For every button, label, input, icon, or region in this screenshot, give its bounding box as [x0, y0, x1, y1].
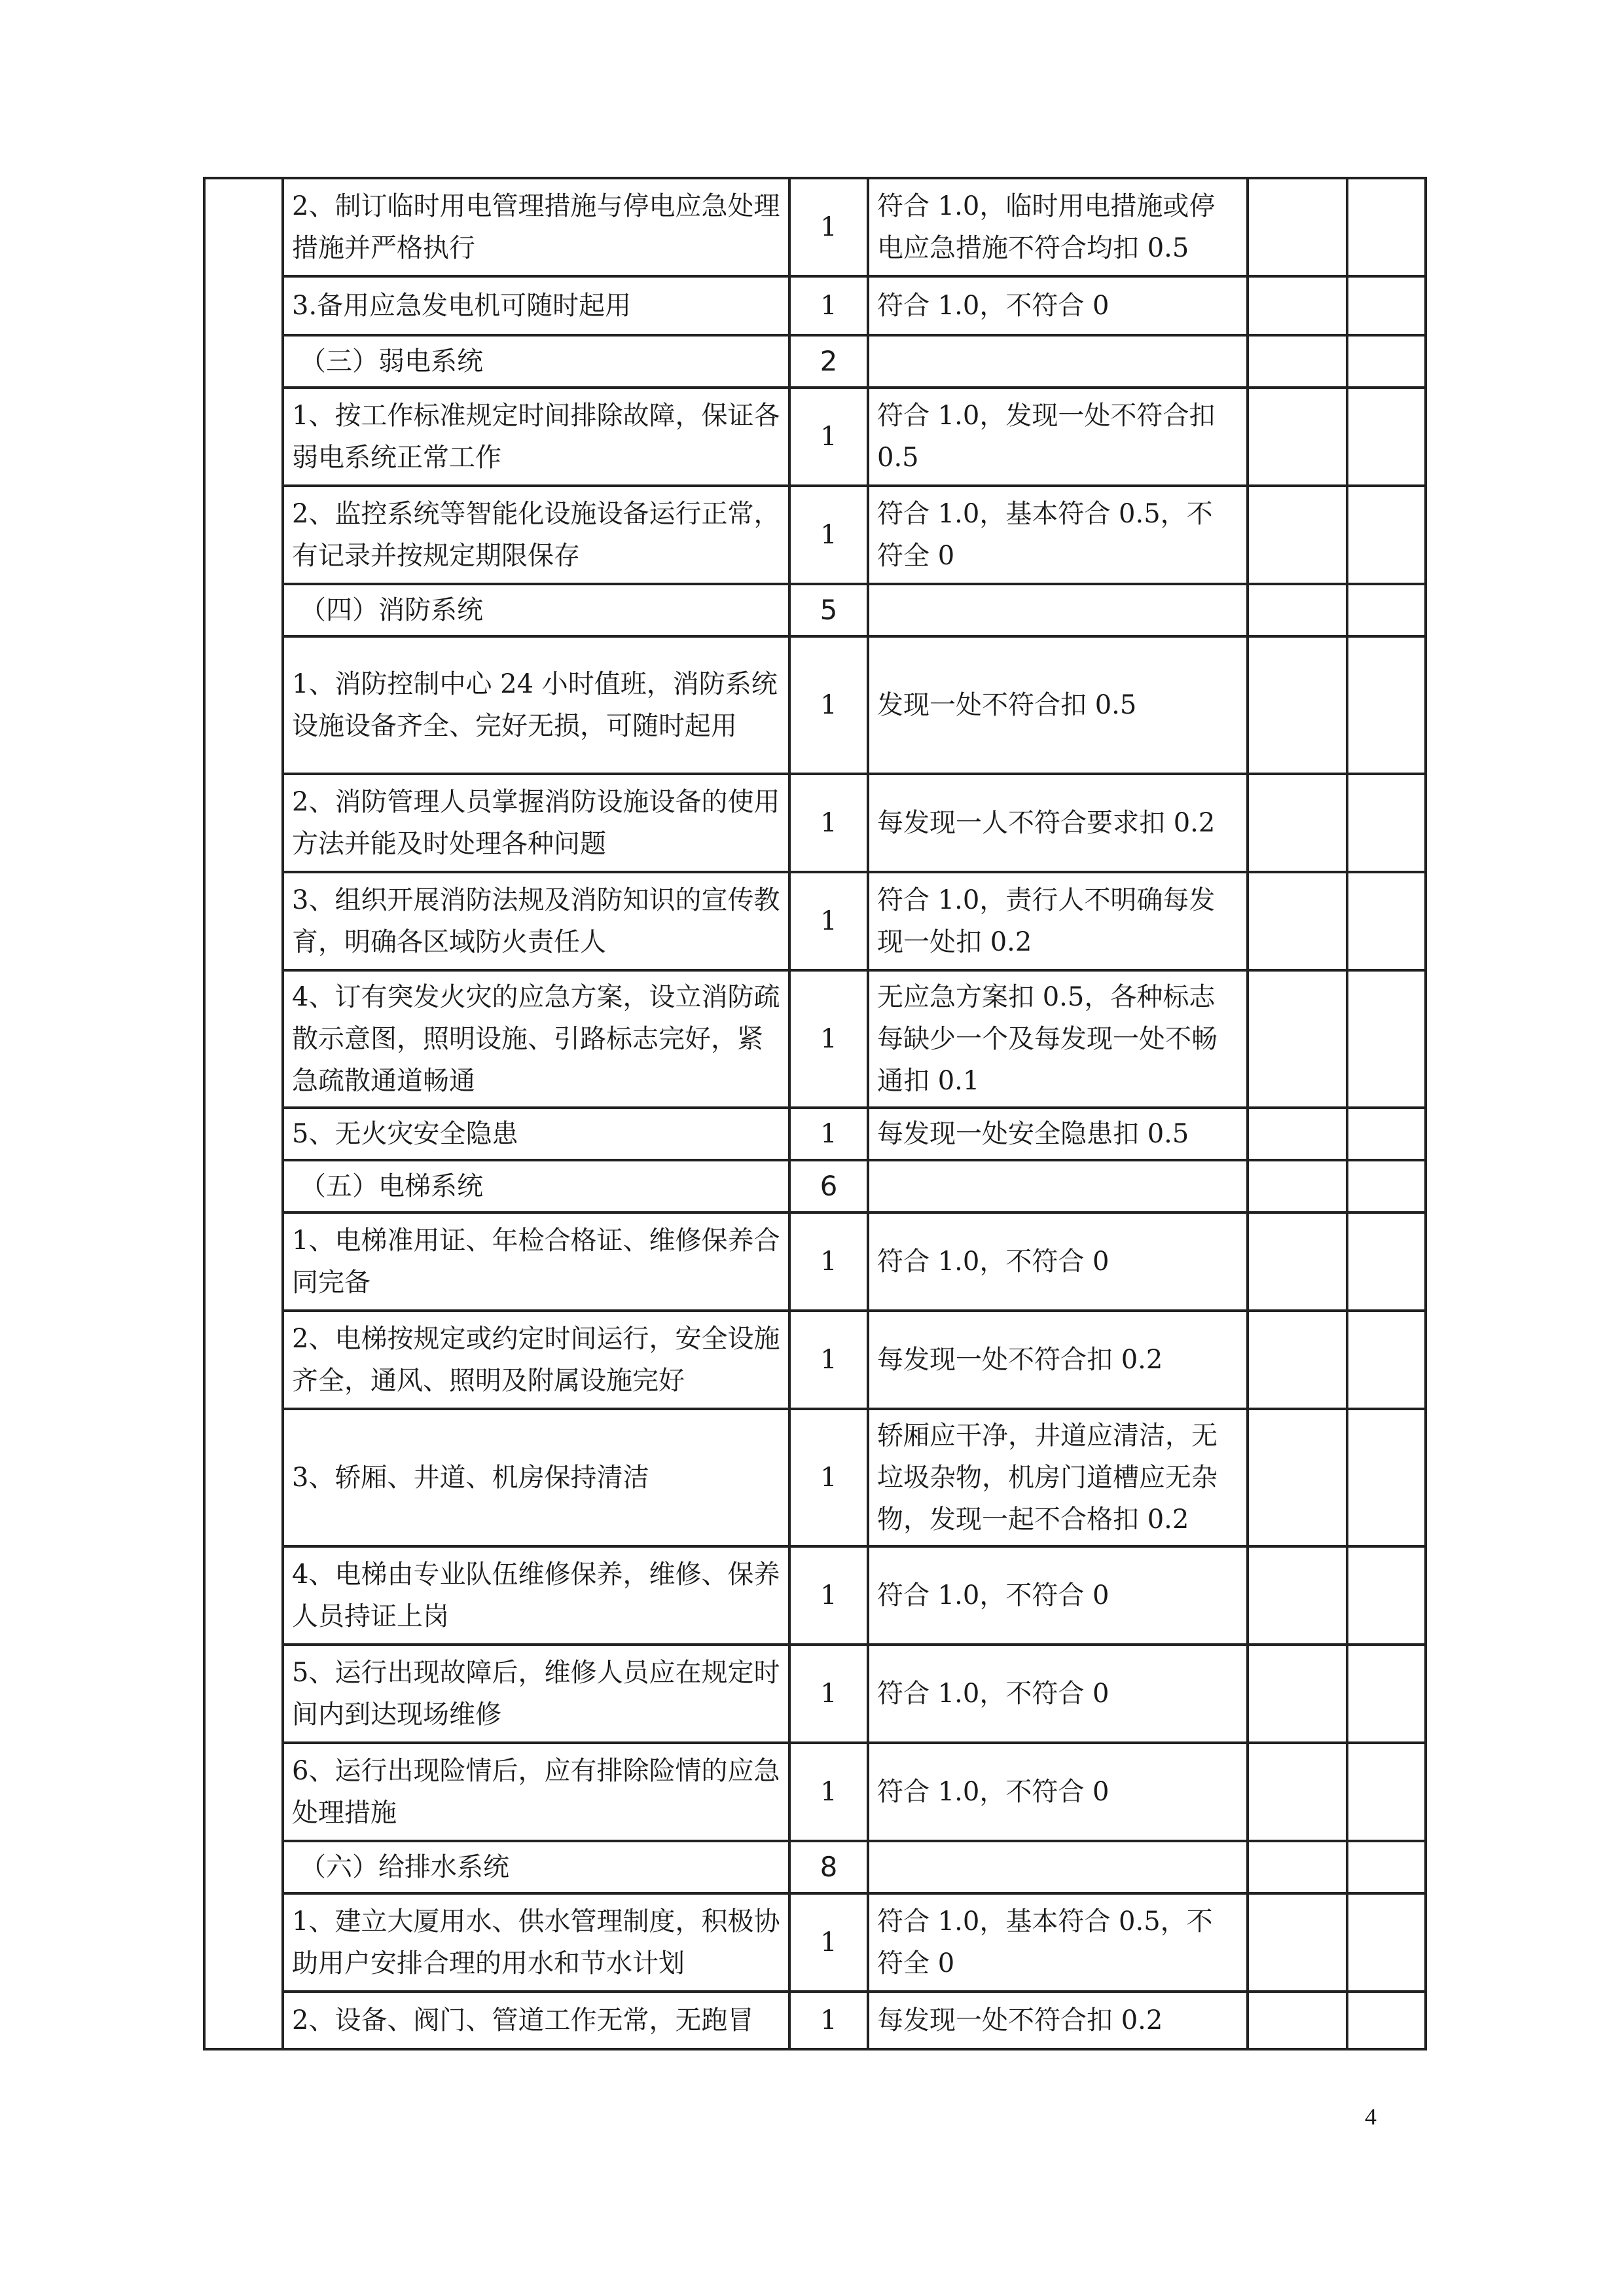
item-cell: 1、电梯准用证、年检合格证、维修保养合同完备 — [283, 1212, 789, 1311]
remark-cell — [1347, 584, 1426, 636]
actual-score-cell — [1248, 1409, 1347, 1546]
table-row — [204, 872, 1426, 970]
remark-cell — [1347, 1409, 1426, 1546]
criteria-cell: 发现一处不符合扣 0.5 — [868, 636, 1248, 774]
criteria-cell: 每发现一人不符合要求扣 0.2 — [868, 774, 1248, 872]
remark-cell — [1347, 1546, 1426, 1645]
table-row — [204, 636, 1426, 774]
criteria-cell — [868, 1841, 1248, 1893]
remark-cell — [1347, 1160, 1426, 1212]
remark-cell — [1347, 1743, 1426, 1841]
actual-score-cell — [1248, 774, 1347, 872]
table-row — [204, 1311, 1426, 1409]
section-title: （六）给排水系统 — [283, 1841, 789, 1893]
table-row — [204, 1212, 1426, 1311]
remark-cell — [1347, 636, 1426, 774]
criteria-cell: 每发现一处不符合扣 0.2 — [868, 1311, 1248, 1409]
section-row — [204, 584, 1426, 636]
criteria-cell: 每发现一处安全隐患扣 0.5 — [868, 1108, 1248, 1160]
actual-score-cell — [1248, 1311, 1347, 1409]
score-cell: 1 — [789, 1645, 868, 1743]
item-cell: 3、组织开展消防法规及消防知识的宣传教育，明确各区域防火责任人 — [283, 872, 789, 970]
remark-cell — [1347, 1992, 1426, 2049]
item-cell: 2、设备、阀门、管道工作无常，无跑冒 — [283, 1992, 789, 2049]
actual-score-cell — [1248, 1893, 1347, 1992]
actual-score-cell — [1248, 388, 1347, 486]
actual-score-cell — [1248, 636, 1347, 774]
criteria-cell: 符合 1.0，不符合 0 — [868, 1645, 1248, 1743]
criteria-cell: 符合 1.0，责行人不明确每发现一处扣 0.2 — [868, 872, 1248, 970]
remark-cell — [1347, 872, 1426, 970]
score-cell: 1 — [789, 1212, 868, 1311]
table-row — [204, 1743, 1426, 1841]
actual-score-cell — [1248, 1160, 1347, 1212]
section-row — [204, 335, 1426, 388]
remark-cell — [1347, 178, 1426, 276]
table-row — [204, 1645, 1426, 1743]
remark-cell — [1347, 335, 1426, 388]
criteria-cell: 每发现一处不符合扣 0.2 — [868, 1992, 1248, 2049]
actual-score-cell — [1248, 1645, 1347, 1743]
item-cell: 1、建立大厦用水、供水管理制度，积极协助用户安排合理的用水和节水计划 — [283, 1893, 789, 1992]
score-cell: 1 — [789, 1108, 868, 1160]
table-row — [204, 178, 1426, 276]
remark-cell — [1347, 1841, 1426, 1893]
remark-cell — [1347, 1893, 1426, 1992]
score-cell: 1 — [789, 636, 868, 774]
section-row — [204, 1841, 1426, 1893]
table-row — [204, 486, 1426, 584]
category-cell — [204, 178, 283, 2049]
score-cell: 1 — [789, 486, 868, 584]
item-cell: 5、运行出现故障后，维修人员应在规定时间内到达现场维修 — [283, 1645, 789, 1743]
criteria-cell: 符合 1.0，不符合 0 — [868, 1743, 1248, 1841]
score-cell: 1 — [789, 872, 868, 970]
remark-cell — [1347, 774, 1426, 872]
score-cell: 1 — [789, 1409, 868, 1546]
score-cell: 2 — [789, 335, 868, 388]
criteria-cell: 符合 1.0，临时用电措施或停电应急措施不符合均扣 0.5 — [868, 178, 1248, 276]
remark-cell — [1347, 276, 1426, 335]
score-cell: 1 — [789, 276, 868, 335]
item-cell: 4、电梯由专业队伍维修保养，维修、保养人员持证上岗 — [283, 1546, 789, 1645]
score-cell: 1 — [789, 388, 868, 486]
score-cell: 1 — [789, 178, 868, 276]
remark-cell — [1347, 1645, 1426, 1743]
table-row — [204, 1546, 1426, 1645]
item-cell: 1、消防控制中心 24 小时值班，消防系统设施设备齐全、完好无损，可随时起用 — [283, 636, 789, 774]
item-cell: 6、运行出现险情后，应有排除险情的应急处理措施 — [283, 1743, 789, 1841]
actual-score-cell — [1248, 178, 1347, 276]
section-title: （四）消防系统 — [283, 584, 789, 636]
item-cell: 3、轿厢、井道、机房保持清洁 — [283, 1409, 789, 1546]
item-cell: 5、无火灾安全隐患 — [283, 1108, 789, 1160]
remark-cell — [1347, 486, 1426, 584]
remark-cell — [1347, 970, 1426, 1108]
criteria-cell: 符合 1.0，不符合 0 — [868, 1546, 1248, 1645]
section-title: （三）弱电系统 — [283, 335, 789, 388]
actual-score-cell — [1248, 276, 1347, 335]
score-cell: 8 — [789, 1841, 868, 1893]
table-row — [204, 774, 1426, 872]
actual-score-cell — [1248, 1743, 1347, 1841]
table-row — [204, 1893, 1426, 1992]
remark-cell — [1347, 1311, 1426, 1409]
criteria-cell: 符合 1.0，不符合 0 — [868, 276, 1248, 335]
score-cell: 1 — [789, 1992, 868, 2049]
item-cell: 2、电梯按规定或约定时间运行，安全设施齐全，通风、照明及附属设施完好 — [283, 1311, 789, 1409]
score-cell: 6 — [789, 1160, 868, 1212]
criteria-cell — [868, 584, 1248, 636]
item-cell: 2、消防管理人员掌握消防设施设备的使用方法并能及时处理各种问题 — [283, 774, 789, 872]
page-number: 4 — [1365, 2104, 1377, 2130]
table-row — [204, 388, 1426, 486]
evaluation-table — [203, 177, 1427, 2050]
actual-score-cell — [1248, 486, 1347, 584]
criteria-cell: 符合 1.0，基本符合 0.5，不符全 0 — [868, 486, 1248, 584]
table-row — [204, 1992, 1426, 2049]
table-row — [204, 276, 1426, 335]
section-title: （五）电梯系统 — [283, 1160, 789, 1212]
actual-score-cell — [1248, 970, 1347, 1108]
criteria-cell: 符合 1.0，基本符合 0.5，不符全 0 — [868, 1893, 1248, 1992]
item-cell: 3.备用应急发电机可随时起用 — [283, 276, 789, 335]
criteria-cell: 符合 1.0，发现一处不符合扣 0.5 — [868, 388, 1248, 486]
criteria-cell: 无应急方案扣 0.5，各种标志每缺少一个及每发现一处不畅通扣 0.1 — [868, 970, 1248, 1108]
actual-score-cell — [1248, 872, 1347, 970]
table-row — [204, 1409, 1426, 1546]
criteria-cell: 符合 1.0，不符合 0 — [868, 1212, 1248, 1311]
score-cell: 1 — [789, 1743, 868, 1841]
actual-score-cell — [1248, 1992, 1347, 2049]
criteria-cell — [868, 335, 1248, 388]
score-cell: 1 — [789, 1893, 868, 1992]
table-row — [204, 970, 1426, 1108]
remark-cell — [1347, 1212, 1426, 1311]
item-cell: 4、订有突发火灾的应急方案，设立消防疏散示意图，照明设施、引路标志完好，紧急疏散通道畅通 — [283, 970, 789, 1108]
table-row — [204, 1108, 1426, 1160]
actual-score-cell — [1248, 1841, 1347, 1893]
section-row — [204, 1160, 1426, 1212]
table-body — [204, 178, 1426, 2049]
item-cell: 2、监控系统等智能化设施设备运行正常，有记录并按规定期限保存 — [283, 486, 789, 584]
actual-score-cell — [1248, 1108, 1347, 1160]
item-cell: 1、按工作标准规定时间排除故障，保证各弱电系统正常工作 — [283, 388, 789, 486]
remark-cell — [1347, 388, 1426, 486]
score-cell: 1 — [789, 1546, 868, 1645]
actual-score-cell — [1248, 1546, 1347, 1645]
actual-score-cell — [1248, 584, 1347, 636]
score-cell: 5 — [789, 584, 868, 636]
criteria-cell: 轿厢应干净，井道应清洁，无垃圾杂物，机房门道槽应无杂物，发现一起不合格扣 0.2 — [868, 1409, 1248, 1546]
item-cell: 2、制订临时用电管理措施与停电应急处理措施并严格执行 — [283, 178, 789, 276]
actual-score-cell — [1248, 335, 1347, 388]
score-cell: 1 — [789, 1311, 868, 1409]
score-cell: 1 — [789, 774, 868, 872]
remark-cell — [1347, 1108, 1426, 1160]
criteria-cell — [868, 1160, 1248, 1212]
score-cell: 1 — [789, 970, 868, 1108]
actual-score-cell — [1248, 1212, 1347, 1311]
